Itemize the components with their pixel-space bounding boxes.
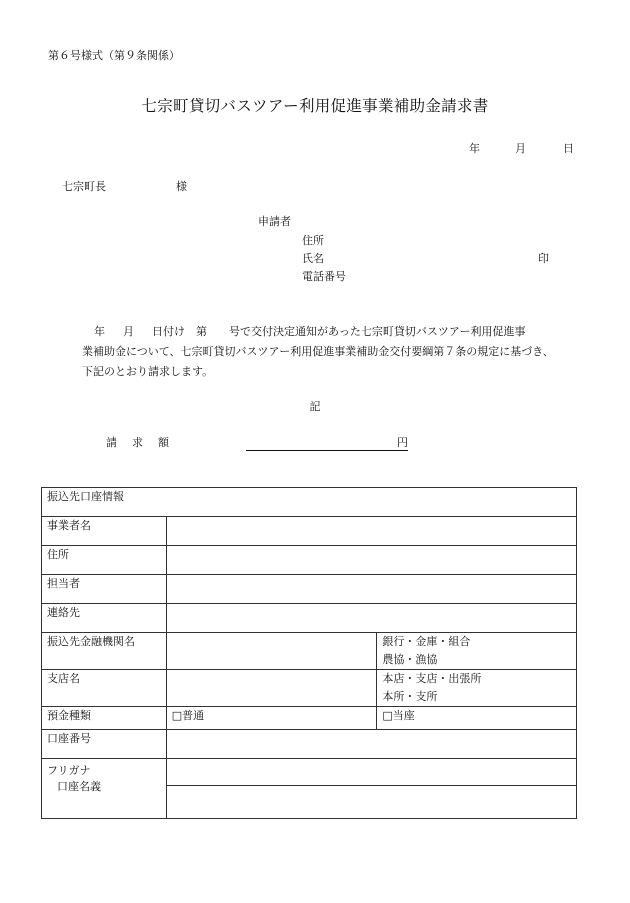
request-body xyxy=(82,322,582,382)
contact-field[interactable] xyxy=(166,604,576,633)
table-row xyxy=(42,670,577,707)
table-row xyxy=(42,546,577,575)
applicant-name-label: 氏名 xyxy=(302,252,324,265)
table-row xyxy=(42,730,577,759)
table-row xyxy=(42,517,577,546)
deposit-type-label: 預金種類 xyxy=(42,707,167,730)
address-label: 住所 xyxy=(42,546,167,575)
addressee-honorific: 様 xyxy=(176,180,187,193)
seal-mark: 印 xyxy=(538,252,549,265)
branch-types-line-2: 本所・支所 xyxy=(382,690,438,703)
business-name-field[interactable] xyxy=(166,517,576,546)
address-field[interactable] xyxy=(166,546,576,575)
applicant-phone-label: 電話番号 xyxy=(302,270,346,283)
bank-types-line-1: 銀行・金庫・組合 xyxy=(382,635,471,648)
table-header-row xyxy=(42,488,577,517)
bank-types-line-2: 農協・漁協 xyxy=(382,653,438,666)
bank-name-label: 振込先金融機関名 xyxy=(42,633,167,670)
account-number-field[interactable] xyxy=(166,730,576,759)
ki-heading: 記 xyxy=(309,400,321,413)
branch-field[interactable] xyxy=(166,670,377,707)
amount-unit: 円 xyxy=(397,436,408,449)
table-row xyxy=(42,604,577,633)
person-in-charge-label: 担当者 xyxy=(42,575,167,604)
bank-type-options xyxy=(377,633,577,670)
account-holder-field[interactable] xyxy=(166,786,576,819)
table-row xyxy=(42,633,577,670)
table-row xyxy=(42,707,577,730)
furigana-label: フリガナ xyxy=(47,764,91,777)
table-row xyxy=(42,759,577,786)
account-holder-labels xyxy=(42,759,167,819)
form-number: 第６号様式（第９条関係） xyxy=(48,49,180,62)
body-line-1: 年 月 日付け 第 号で交付決定通知があった七宗町貸切バスツアー利用促進事 xyxy=(94,325,526,338)
amount-label: 請 求 額 xyxy=(106,436,171,449)
bank-name-field[interactable] xyxy=(166,633,377,670)
applicant-label: 申請者 xyxy=(258,215,291,228)
body-line-2: 業補助金について、七宗町貸切バスツアー利用促進事業補助金交付要綱第７条の規定に基づき、 xyxy=(82,345,554,358)
applicant-address-label: 住所 xyxy=(302,234,324,247)
branch-label: 支店名 xyxy=(42,670,167,707)
amount-field[interactable] xyxy=(246,436,408,451)
deposit-ordinary-checkbox[interactable]: □普通 xyxy=(166,707,377,730)
addressee-name: 七宗町長 xyxy=(62,180,106,193)
branch-types-line-1: 本店・支店・出張所 xyxy=(382,672,482,685)
account-info-table xyxy=(41,487,577,819)
page-title: 七宗町貸切バスツアー利用促進事業補助金請求書 xyxy=(141,97,489,115)
date-month-label: 月 xyxy=(515,142,526,155)
account-number-label: 口座番号 xyxy=(42,730,167,759)
date-day-label: 日 xyxy=(563,142,574,155)
contact-label: 連絡先 xyxy=(42,604,167,633)
table-header: 振込先口座情報 xyxy=(42,488,577,517)
date-year-label: 年 xyxy=(469,142,480,155)
business-name-label: 事業者名 xyxy=(42,517,167,546)
account-holder-label: 口座名義 xyxy=(57,780,101,793)
person-in-charge-field[interactable] xyxy=(166,575,576,604)
branch-type-options xyxy=(377,670,577,707)
deposit-current-checkbox[interactable]: □当座 xyxy=(377,707,577,730)
body-line-3: 下記のとおり請求します。 xyxy=(82,365,214,378)
table-row xyxy=(42,575,577,604)
furigana-field[interactable] xyxy=(166,759,576,786)
